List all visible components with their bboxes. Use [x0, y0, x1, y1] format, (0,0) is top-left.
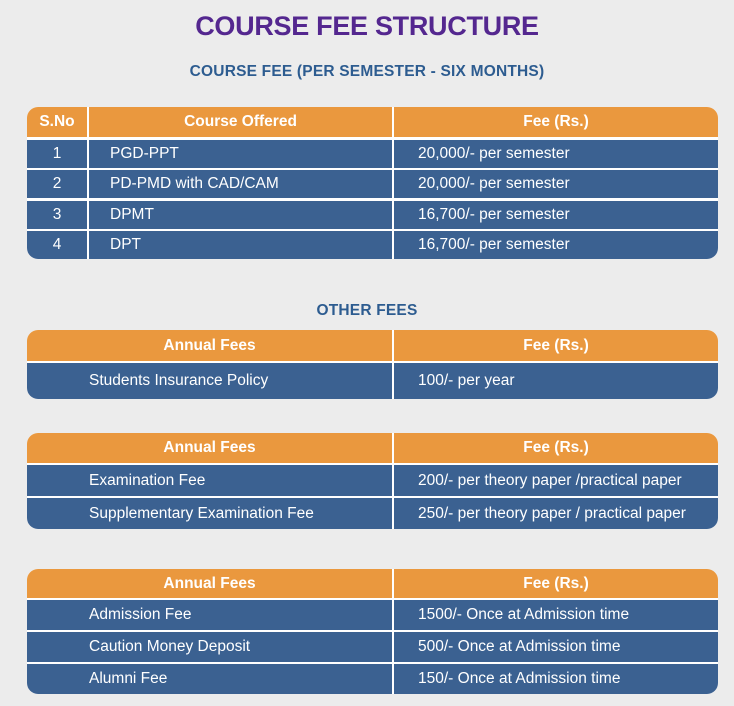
fee-header-cell: Fee (Rs.) — [392, 433, 718, 463]
fee-label-cell: Caution Money Deposit — [89, 638, 251, 655]
page-title: COURSE FEE STRUCTURE — [195, 11, 539, 41]
course-cell: DPMT — [87, 201, 392, 229]
fee-label-cell: Examination Fee — [89, 471, 206, 489]
course-fee-section-heading: COURSE FEE (PER SEMESTER - SIX MONTHS) — [189, 63, 545, 80]
fee-cell: 250/- per theory paper / practical paper — [392, 498, 718, 529]
fee-header-cell: Fee (Rs.) — [392, 569, 718, 598]
sno-cell: 3 — [52, 205, 62, 223]
table-header-row — [27, 433, 718, 463]
course-cell: DPT — [87, 231, 392, 259]
fee-cell: 100/- per year — [392, 363, 718, 399]
table-row — [27, 632, 718, 662]
fee-label-cell: Supplementary Examination Fee — [89, 504, 314, 522]
course-header-cell: Course Offered — [87, 107, 392, 137]
fee-cell: 20,000/- per semester — [392, 140, 718, 168]
table-row — [27, 664, 718, 694]
fee-header-cell: Fee (Rs.) — [392, 330, 718, 361]
insurance-fee-table — [27, 330, 718, 399]
table-row — [27, 170, 718, 198]
table-row — [27, 363, 718, 399]
admission-fee-table — [27, 569, 718, 694]
sno-cell: 4 — [52, 236, 62, 253]
fee-cell: 200/- per theory paper /practical paper — [392, 465, 718, 496]
course-cell: PD-PMD with CAD/CAM — [87, 170, 392, 198]
fee-cell: 16,700/- per semester — [392, 201, 718, 229]
annual-fees-header-cell: Annual Fees — [163, 336, 256, 354]
table-row — [27, 600, 718, 630]
course-cell: PGD-PPT — [87, 140, 392, 168]
fee-label-cell: Alumni Fee — [89, 670, 168, 687]
fee-label-cell: Admission Fee — [89, 606, 192, 623]
table-row — [27, 140, 718, 168]
fee-cell: 16,700/- per semester — [392, 231, 718, 259]
examination-fee-table — [27, 433, 718, 529]
table-row — [27, 498, 718, 529]
table-header-row — [27, 569, 718, 598]
annual-fees-header-cell: Annual Fees — [163, 574, 256, 592]
sno-header-cell: S.No — [39, 113, 75, 130]
fee-cell: 500/- Once at Admission time — [392, 632, 718, 662]
table-header-row — [27, 330, 718, 361]
fee-label-cell: Students Insurance Policy — [89, 372, 269, 389]
sno-cell: 2 — [52, 175, 62, 192]
other-fees-section-heading: OTHER FEES — [316, 302, 418, 319]
table-row — [27, 465, 718, 496]
fee-cell: 1500/- Once at Admission time — [392, 600, 718, 630]
fee-cell: 150/- Once at Admission time — [392, 664, 718, 694]
fee-header-cell: Fee (Rs.) — [392, 107, 718, 137]
table-row — [27, 201, 718, 229]
annual-fees-header-cell: Annual Fees — [163, 439, 256, 456]
table-header-row — [27, 107, 718, 137]
table-row — [27, 231, 718, 259]
fee-cell: 20,000/- per semester — [392, 170, 718, 198]
course-fee-table — [27, 107, 718, 259]
sno-cell: 1 — [52, 144, 62, 162]
